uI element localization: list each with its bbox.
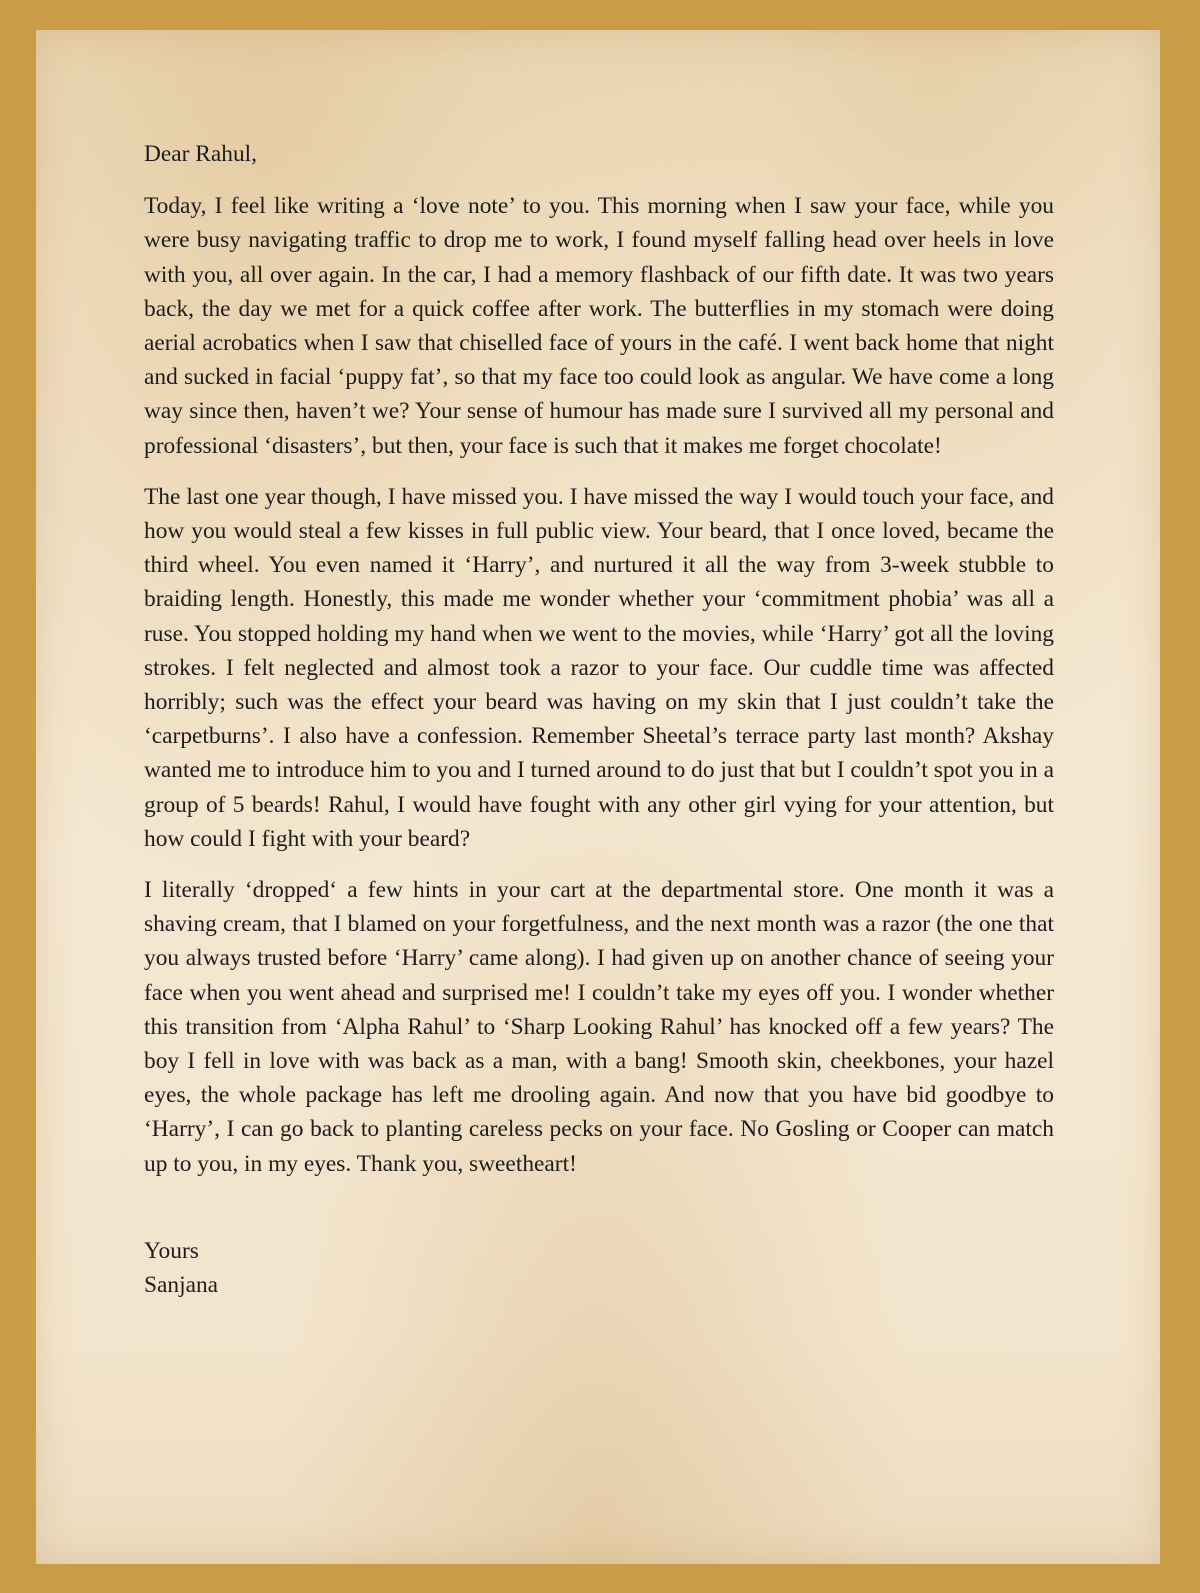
letter-salutation: Dear Rahul, (144, 141, 258, 167)
letter-body (144, 137, 1054, 1302)
letter-paragraph-1: Today, I feel like writing a ‘love note’ to you. This morning when I saw your face, while you were busy navigating traffic to drop me to work, I found myself falling head over heels in love with you, all over again. In the car, I had a memory flashback of our fifth date. It was two years back, the day we met for a quick coffee after work. The butterflies in my stomach were doing aerial acrobatics when I saw that chiselled face of yours in the café. I went back home that night and sucked in facial ‘puppy fat’, so that my face too could look as angular. We have come a long way since then, haven’t we? Your sense of humour has made sure I survived all my personal and professional ‘disasters’, but then, your face is such that it makes me forget chocolate! (144, 193, 1054, 459)
letter-signature: Sanjana (144, 1272, 219, 1299)
letter-paragraph-2: The last one year though, I have missed you. I have missed the way I would touch your face, and how you would steal a few kisses in full public view. Your beard, that I once loved, became the third wheel. You even named it ‘Harry’, and nurtured it all the way from 3-week stubble to braiding length. Honestly, this made me wonder whether your ‘commitment phobia’ was all a ruse. You stopped holding my hand when we went to the movies, while ‘Harry’ got all the loving strokes. I felt neglected and almost took a razor to your face. Our cuddle time was affected horribly; such was the effect your beard was having on my skin that I just couldn’t take the ‘carpetburns’. I also have a confession. Remember Sheetal’s terrace party last month? Akshay wanted me to introduce him to you and I turned around to do just that but I couldn’t spot you in a group of 5 beards! Rahul, I would have fought with any other girl vying for your attention, but how could I fight with your beard? (144, 483, 1054, 852)
letter-paragraph-3: I literally ‘dropped‘ a few hints in your cart at the departmental store. One month it was a shaving cream, that I blamed on your forgetfulness, and the next month was a razor (the one that you always trusted before ‘Harry’ came along). I had given up on another chance of seeing your face when you went ahead and surprised me! I couldn’t take my eyes off you. I wonder whether this transition from ‘Alpha Rahul’ to ‘Sharp Looking Rahul’ has knocked off a few years? The boy I fell in love with was back as a man, with a bang! Smooth skin, cheekbones, your hazel eyes, the whole package has left me drooling again. And now that you have bid goodbye to ‘Harry’, I can go back to planting careless pecks on your face. No Gosling or Cooper can match up to you, in my eyes. Thank you, sweetheart! (144, 877, 1054, 1177)
parchment-paper (36, 30, 1160, 1564)
letter-closing-block (144, 1234, 1054, 1302)
letter-closing: Yours (144, 1237, 199, 1264)
